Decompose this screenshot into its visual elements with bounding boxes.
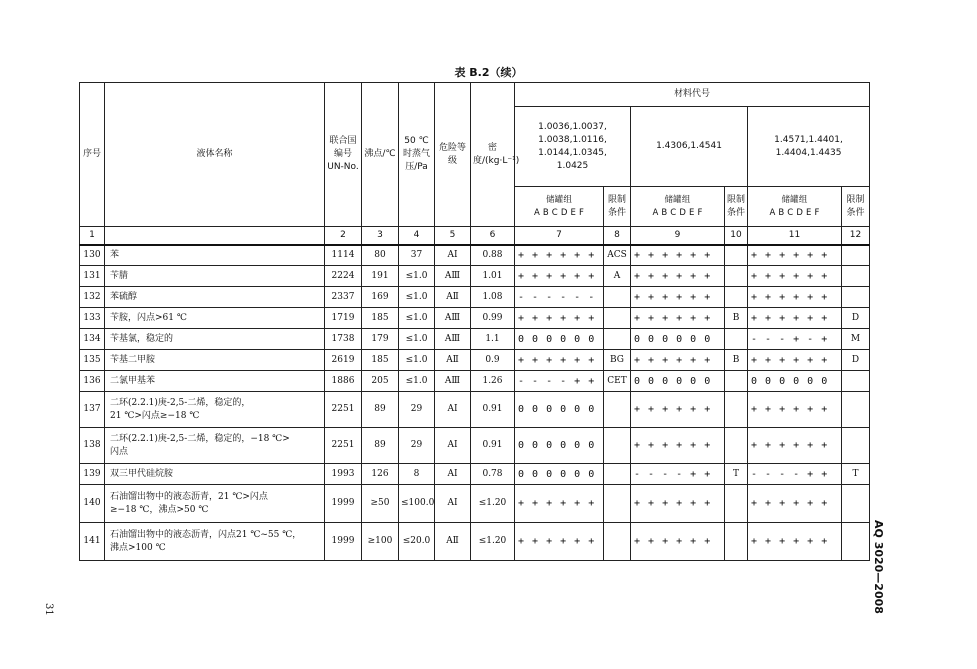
group3-marks: + + + + + + (748, 428, 842, 464)
restriction-label: 限制条件 (725, 187, 748, 227)
hazard-class: AⅠ (435, 464, 471, 485)
density: 0.91 (471, 392, 515, 428)
boiling-point: 179 (362, 329, 399, 350)
row-seq: 130 (80, 245, 105, 266)
boiling-point: 205 (362, 371, 399, 392)
hazard-class: AⅠ (435, 392, 471, 428)
group3-restriction: D (842, 350, 870, 371)
group2-restriction: B (725, 350, 748, 371)
group1-restriction: CET (604, 371, 631, 392)
vapor-pressure: ≤1.0 (399, 287, 435, 308)
col-number: 3 (362, 227, 399, 245)
header-seq: 序号 (80, 83, 105, 227)
group2-restriction: B (725, 308, 748, 329)
table-row (80, 464, 870, 485)
group1-restriction (604, 485, 631, 523)
tank-group-label: 储罐组 (781, 194, 808, 205)
hazard-class: AⅠ (435, 428, 471, 464)
boiling-point: 185 (362, 350, 399, 371)
restriction-label: 限制条件 (842, 187, 870, 227)
group1-restriction (604, 392, 631, 428)
density: 0.99 (471, 308, 515, 329)
row-seq: 134 (80, 329, 105, 350)
density: ≤1.20 (471, 523, 515, 561)
un-number: 2619 (325, 350, 362, 371)
vapor-pressure: 29 (399, 392, 435, 428)
liquid-name: 双三甲代硅烷胺 (105, 464, 325, 485)
vapor-pressure: ≤100.0 (399, 485, 435, 523)
boiling-point: 185 (362, 308, 399, 329)
standard-code: AQ 3020—2008 (872, 520, 885, 614)
group1-restriction (604, 308, 631, 329)
group1-restriction (604, 287, 631, 308)
col-number: 9 (631, 227, 725, 245)
un-number: 1886 (325, 371, 362, 392)
un-number: 1738 (325, 329, 362, 350)
group2-marks: 0 0 0 0 0 0 (631, 329, 725, 350)
group3-restriction (842, 266, 870, 287)
group2-marks: + + + + + + (631, 245, 725, 266)
hazard-class: AⅡ (435, 523, 471, 561)
vapor-pressure: ≤1.0 (399, 308, 435, 329)
row-seq: 141 (80, 523, 105, 561)
boiling-point: ≥50 (362, 485, 399, 523)
row-seq: 136 (80, 371, 105, 392)
hazard-class: AⅢ (435, 308, 471, 329)
row-seq: 138 (80, 428, 105, 464)
group2-restriction (725, 523, 748, 561)
col-number: 5 (435, 227, 471, 245)
row-seq: 132 (80, 287, 105, 308)
header-hazard: 危险等级 (435, 83, 471, 227)
table-row (80, 350, 870, 371)
un-number: 1719 (325, 308, 362, 329)
tank-letters: A B C D E F (769, 207, 820, 218)
liquid-name: 石油馏出物中的液态沥青，闪点21 ℃~55 ℃， 沸点>100 ℃ (105, 523, 325, 561)
liquid-name: 石油馏出物中的液态沥青，21 ℃>闪点 ≥−18 ℃，沸点>50 ℃ (105, 485, 325, 523)
group3-restriction (842, 523, 870, 561)
un-number: 2337 (325, 287, 362, 308)
group1-marks: 0 0 0 0 0 0 (515, 329, 604, 350)
tank-letters: A B C D E F (533, 207, 585, 218)
group1-marks: + + + + + + (515, 245, 604, 266)
liquid-name: 苯 (105, 245, 325, 266)
table-body (80, 245, 870, 561)
group3-restriction (842, 287, 870, 308)
group1-restriction (604, 329, 631, 350)
liquid-name: 二环(2.2.1)庚-2,5-二烯，稳定的， 21 ℃>闪点≥−18 ℃ (105, 392, 325, 428)
col-number: 2 (325, 227, 362, 245)
vapor-pressure: ≤1.0 (399, 329, 435, 350)
group2-restriction (725, 287, 748, 308)
group3-restriction (842, 371, 870, 392)
un-number: 1114 (325, 245, 362, 266)
un-number: 1999 (325, 485, 362, 523)
header-boiling: 沸点/℃ (362, 83, 399, 227)
table-row (80, 485, 870, 523)
row-seq: 139 (80, 464, 105, 485)
header-vapor: 50 ℃时蒸气压/Pa (399, 83, 435, 227)
vapor-pressure: ≤1.0 (399, 266, 435, 287)
boiling-point: 169 (362, 287, 399, 308)
vapor-pressure: 29 (399, 428, 435, 464)
boiling-point: 126 (362, 464, 399, 485)
col-number: 12 (842, 227, 870, 245)
table-row (80, 523, 870, 561)
group3-marks: - - - + - + (748, 329, 842, 350)
group1-marks: + + + + + + (515, 485, 604, 523)
group2-marks: + + + + + + (631, 523, 725, 561)
table-row (80, 287, 870, 308)
density: 0.91 (471, 428, 515, 464)
un-number: 1993 (325, 464, 362, 485)
boiling-point: 80 (362, 245, 399, 266)
header-materials-code: 材料代号 (515, 83, 870, 107)
liquid-name: 苄基二甲胺 (105, 350, 325, 371)
col-number: 4 (399, 227, 435, 245)
group2-restriction (725, 245, 748, 266)
group1-marks: + + + + + + (515, 350, 604, 371)
group3-marks: - - - - + + (748, 464, 842, 485)
table-caption: 表 B.2（续） (454, 66, 523, 79)
group2-restriction (725, 485, 748, 523)
group1-marks: - - - - + + (515, 371, 604, 392)
header-un-no: 联合国编号UN-No. (325, 83, 362, 227)
liquid-name: 二环(2.2.1)庚-2,5-二烯，稳定的，−18 ℃> 闪点 (105, 428, 325, 464)
table-row (80, 308, 870, 329)
material-group-2: 1.4306,1.4541 (631, 107, 748, 187)
group2-marks: 0 0 0 0 0 0 (631, 371, 725, 392)
group3-restriction: M (842, 329, 870, 350)
un-number: 2251 (325, 428, 362, 464)
group1-marks: 0 0 0 0 0 0 (515, 464, 604, 485)
group2-marks: - - - - + + (631, 464, 725, 485)
group1-marks: 0 0 0 0 0 0 (515, 428, 604, 464)
hazard-class: AⅢ (435, 266, 471, 287)
group1-marks: + + + + + + (515, 523, 604, 561)
group3-restriction (842, 392, 870, 428)
tank-group-label: 储罐组 (545, 194, 573, 205)
page-number: 31 (43, 603, 54, 616)
group1-marks: 0 0 0 0 0 0 (515, 392, 604, 428)
group2-marks: + + + + + + (631, 485, 725, 523)
liquid-name: 苯硫醇 (105, 287, 325, 308)
group1-restriction: ACS (604, 245, 631, 266)
group3-restriction: T (842, 464, 870, 485)
vapor-pressure: ≤1.0 (399, 350, 435, 371)
hazard-class: AⅡ (435, 350, 471, 371)
row-seq: 135 (80, 350, 105, 371)
row-seq: 140 (80, 485, 105, 523)
density: ≤1.20 (471, 485, 515, 523)
tank-letters: A B C D E F (652, 207, 703, 218)
group3-marks: + + + + + + (748, 350, 842, 371)
group1-restriction: BG (604, 350, 631, 371)
group3-restriction: D (842, 308, 870, 329)
group1-restriction (604, 428, 631, 464)
group1-restriction (604, 464, 631, 485)
boiling-point: 89 (362, 392, 399, 428)
group1-restriction: A (604, 266, 631, 287)
un-number: 2251 (325, 392, 362, 428)
col-number: 8 (604, 227, 631, 245)
density: 1.08 (471, 287, 515, 308)
group2-marks: + + + + + + (631, 266, 725, 287)
group3-restriction (842, 428, 870, 464)
group3-marks: + + + + + + (748, 523, 842, 561)
liquid-materials-table (79, 82, 870, 561)
tank-group-label: 储罐组 (664, 194, 691, 205)
group2-marks: + + + + + + (631, 308, 725, 329)
group3-marks: 0 0 0 0 0 0 (748, 371, 842, 392)
group2-marks: + + + + + + (631, 392, 725, 428)
row-seq: 133 (80, 308, 105, 329)
liquid-name: 苄基氯，稳定的 (105, 329, 325, 350)
col-number: 7 (515, 227, 604, 245)
header-name: 液体名称 (105, 83, 325, 227)
table-row (80, 392, 870, 428)
boiling-point: ≥100 (362, 523, 399, 561)
row-seq: 131 (80, 266, 105, 287)
vapor-pressure: 37 (399, 245, 435, 266)
hazard-class: AⅢ (435, 329, 471, 350)
row-seq: 137 (80, 392, 105, 428)
density: 0.88 (471, 245, 515, 266)
group2-restriction (725, 329, 748, 350)
group3-marks: + + + + + + (748, 266, 842, 287)
material-group-1: 1.0036,1.0037, 1.0038,1.0116, 1.0144,1.0345, 1.0425 (515, 107, 631, 187)
group3-marks: + + + + + + (748, 245, 842, 266)
un-number: 1999 (325, 523, 362, 561)
group3-marks: + + + + + + (748, 308, 842, 329)
header-density: 密度/(kg·L⁻¹) (471, 83, 515, 227)
density: 1.26 (471, 371, 515, 392)
restriction-label: 限制条件 (604, 187, 631, 227)
group2-marks: + + + + + + (631, 350, 725, 371)
hazard-class: AⅠ (435, 485, 471, 523)
group2-restriction (725, 428, 748, 464)
col-number: 10 (725, 227, 748, 245)
liquid-name: 苄胺，闪点>61 ℃ (105, 308, 325, 329)
density: 0.9 (471, 350, 515, 371)
liquid-name: 苄腈 (105, 266, 325, 287)
vapor-pressure: ≤20.0 (399, 523, 435, 561)
hazard-class: AⅡ (435, 287, 471, 308)
col-number: 11 (748, 227, 842, 245)
group3-marks: + + + + + + (748, 485, 842, 523)
group2-restriction (725, 392, 748, 428)
col-number (105, 227, 325, 245)
col-number: 1 (80, 227, 105, 245)
col-number: 6 (471, 227, 515, 245)
vapor-pressure: ≤1.0 (399, 371, 435, 392)
group2-marks: + + + + + + (631, 287, 725, 308)
group3-marks: + + + + + + (748, 287, 842, 308)
density: 0.78 (471, 464, 515, 485)
group2-restriction (725, 371, 748, 392)
group3-marks: + + + + + + (748, 392, 842, 428)
group2-marks: + + + + + + (631, 428, 725, 464)
group2-restriction (725, 266, 748, 287)
un-number: 2224 (325, 266, 362, 287)
boiling-point: 89 (362, 428, 399, 464)
group1-marks: + + + + + + (515, 308, 604, 329)
boiling-point: 191 (362, 266, 399, 287)
hazard-class: AⅠ (435, 245, 471, 266)
density: 1.01 (471, 266, 515, 287)
group1-restriction (604, 523, 631, 561)
group3-restriction (842, 485, 870, 523)
table-row (80, 329, 870, 350)
group1-marks: - - - - - - (515, 287, 604, 308)
liquid-name: 二氯甲基苯 (105, 371, 325, 392)
material-group-3: 1.4571,1.4401, 1.4404,1.4435 (748, 107, 870, 187)
table-row (80, 428, 870, 464)
vapor-pressure: 8 (399, 464, 435, 485)
hazard-class: AⅢ (435, 371, 471, 392)
table-row (80, 371, 870, 392)
density: 1.1 (471, 329, 515, 350)
table-row (80, 245, 870, 266)
group2-restriction: T (725, 464, 748, 485)
group3-restriction (842, 245, 870, 266)
table-row (80, 266, 870, 287)
group1-marks: + + + + + + (515, 266, 604, 287)
